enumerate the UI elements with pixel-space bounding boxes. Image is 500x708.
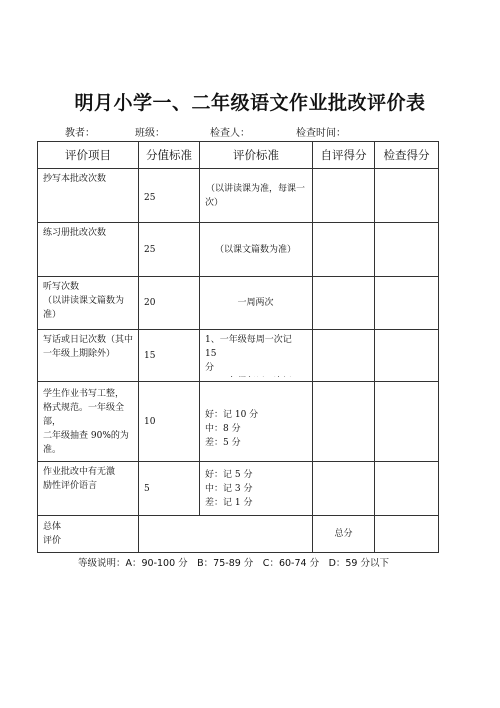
evaluation-table <box>37 141 439 553</box>
item-cell: 抄写本批改次数 <box>38 169 139 223</box>
item-cell: 练习册批改次数 <box>38 223 139 277</box>
grade-legend: 等级说明：A：90-100 分 B：75-89 分 C：60-74 分 D：59 分以下 <box>78 558 389 569</box>
check-time-label: 检查时间： <box>296 128 346 139</box>
check-score-cell[interactable] <box>375 169 439 223</box>
total-score-cell[interactable] <box>375 516 439 553</box>
criteria-cell: 好：记 10 分 中：8 分 差：5 分 <box>200 382 313 462</box>
score-cell: 20 <box>139 277 200 330</box>
page-title: 明月小学一、二年级语文作业批改评价表 <box>74 92 426 114</box>
total-label-cell: 总体 评价 <box>38 516 139 553</box>
checker-label: 检查人： <box>210 128 250 139</box>
class-label: 班级： <box>135 128 165 139</box>
header-criteria: 评价标准 <box>200 142 313 169</box>
table-row <box>38 462 439 516</box>
self-score-cell[interactable] <box>313 462 375 516</box>
score-cell: 10 <box>139 382 200 462</box>
item-cell: 作业批改中有无激 励性评价语言 <box>38 462 139 516</box>
item-cell: 听写次数 （以讲读课文篇数为准） <box>38 277 139 330</box>
criteria-cell: 一周两次 <box>200 277 313 330</box>
check-score-cell[interactable] <box>375 462 439 516</box>
check-score-cell[interactable] <box>375 277 439 330</box>
self-score-cell[interactable] <box>313 330 375 382</box>
total-score-label: 总分 <box>313 516 375 553</box>
check-score-cell[interactable] <box>375 223 439 277</box>
header-self-score: 自评得分 <box>313 142 375 169</box>
self-score-cell[interactable] <box>313 277 375 330</box>
score-cell: 25 <box>139 169 200 223</box>
score-cell: 5 <box>139 462 200 516</box>
check-score-cell[interactable] <box>375 330 439 382</box>
header-item: 评价项目 <box>38 142 139 169</box>
self-score-cell[interactable] <box>313 169 375 223</box>
criteria-cell: 好：记 5 分 中：记 3 分 差：记 1 分 <box>200 462 313 516</box>
table-row <box>38 223 439 277</box>
score-cell: 15 <box>139 330 200 382</box>
criteria-cell: （以讲读课为准，每课一 次） <box>200 169 313 223</box>
teacher-label: 教者： <box>65 128 95 139</box>
overall-evaluation-cell[interactable] <box>139 516 313 553</box>
table-row <box>38 330 439 382</box>
check-score-cell[interactable] <box>375 382 439 462</box>
item-cell: 写话或日记次数（其中 一年级上期除外） <box>38 330 139 382</box>
self-score-cell[interactable] <box>313 223 375 277</box>
total-row <box>38 516 439 553</box>
table-row <box>38 277 439 330</box>
criteria-cell: （以课文篇数为准） <box>200 223 313 277</box>
score-cell: 25 <box>139 223 200 277</box>
table-row <box>38 382 439 462</box>
header-score-standard: 分值标准 <box>139 142 200 169</box>
self-score-cell[interactable] <box>313 382 375 462</box>
item-cell: 学生作业书写工整， 格式规范。一年级全部， 二年级抽查 90%的为准。 <box>38 382 139 462</box>
table-header-row <box>38 142 439 169</box>
criteria-cell: 1、一年级每周一次记 15 分 <box>200 330 313 382</box>
header-check-score: 检查得分 <box>375 142 439 169</box>
table-row <box>38 169 439 223</box>
